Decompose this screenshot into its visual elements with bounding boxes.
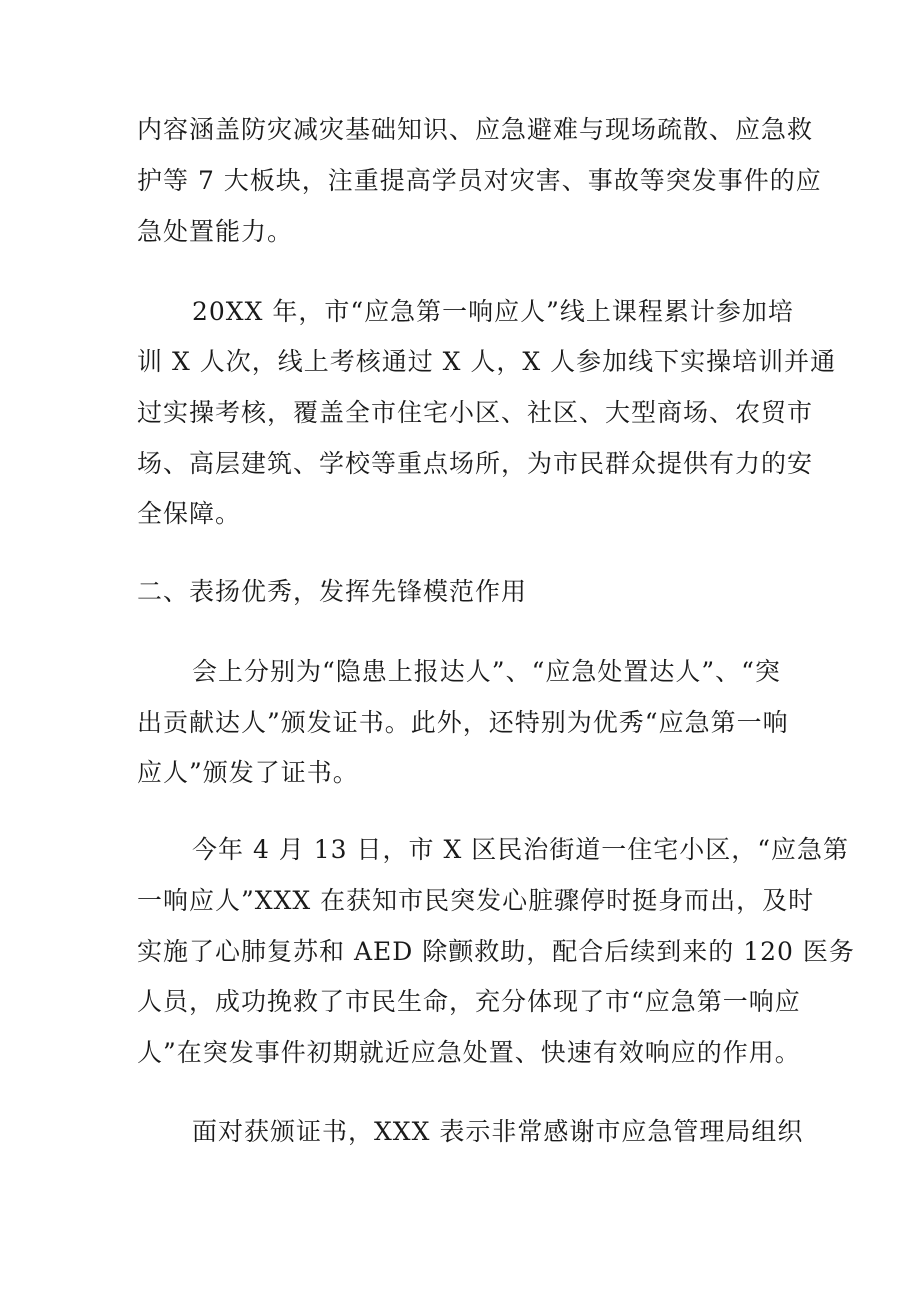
paragraph-line: 过实操考核，覆盖全市住宅小区、社区、大型商场、农贸市 bbox=[137, 398, 814, 427]
paragraph-line: 护等 7 大板块，注重提高学员对灾害、事故等突发事件的应 bbox=[137, 166, 822, 195]
paragraph-line: 会上分别为“隐患上报达人”、“应急处置达人”、“突 bbox=[192, 657, 781, 686]
paragraph-line: 场、高层建筑、学校等重点场所，为市民群众提供有力的安 bbox=[137, 449, 814, 478]
paragraph-line: 急处置能力。 bbox=[137, 217, 294, 246]
paragraph-line: 人”在突发事件初期就近应急处置、快速有效响应的作用。 bbox=[137, 1038, 801, 1067]
paragraph-line: 实施了心肺复苏和 AED 除颤救助，配合后续到来的 120 医务 bbox=[137, 937, 855, 966]
paragraph-line: 20XX 年，市“应急第一响应人”线上课程累计参加培 bbox=[192, 297, 794, 326]
paragraph-line: 人员，成功挽救了市民生命，充分体现了市“应急第一响应 bbox=[137, 987, 801, 1016]
section-heading: 二、表扬优秀，发挥先锋模范作用 bbox=[137, 577, 528, 606]
paragraph-line: 一响应人”XXX 在获知市民突发心脏骤停时挺身而出，及时 bbox=[137, 886, 815, 915]
paragraph-line: 全保障。 bbox=[137, 499, 242, 528]
paragraph-line: 出贡献达人”颁发证书。此外，还特别为优秀“应急第一响 bbox=[137, 708, 789, 737]
paragraph-line: 应人”颁发了证书。 bbox=[137, 758, 359, 787]
paragraph-line: 训 X 人次，线上考核通过 X 人，X 人参加线下实操培训并通 bbox=[137, 347, 837, 376]
paragraph-line: 面对获颁证书，XXX 表示非常感谢市应急管理局组织 bbox=[192, 1117, 804, 1146]
paragraph-line: 今年 4 月 13 日，市 X 区民治街道一住宅小区，“应急第 bbox=[192, 835, 849, 864]
paragraph-line: 内容涵盖防灾减灾基础知识、应急避难与现场疏散、应急救 bbox=[137, 115, 814, 144]
